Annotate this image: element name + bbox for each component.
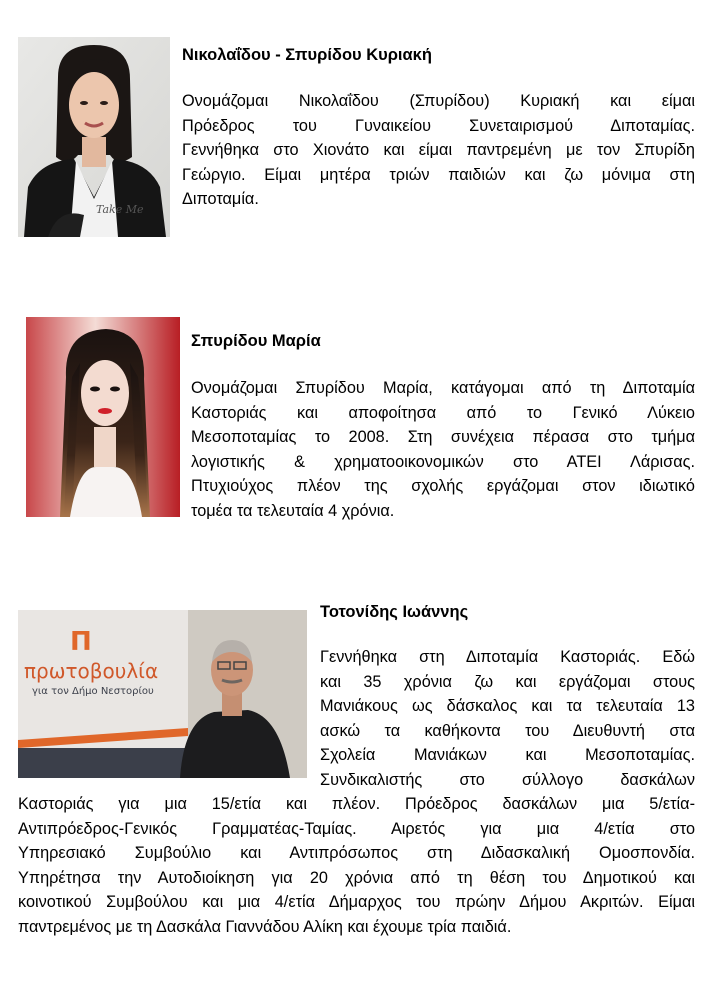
banner-logo: Π xyxy=(70,627,92,657)
bio-line: Γεώργιο. Είμαι μητέρα τριών παιδιών και ζω μόνιμα στη xyxy=(182,165,695,184)
bio-line: Αντιπρόεδρος-Γενικός Γραμματέας-Ταμίας. Αιρετός για μια 4/ετία στο xyxy=(18,819,695,838)
bio-line: Καστοριάς και αποφοίτησα από το Γενικό Λύκειο xyxy=(191,403,695,422)
bio-line: Διποταμία. xyxy=(182,190,259,208)
person-name-spyridou: Σπυρίδου Μαρία xyxy=(191,332,321,350)
bio-line: Ονομάζομαι Νικολαΐδου (Σπυρίδου) Κυριακή και είμαι xyxy=(182,92,695,110)
bio-line: τομέα τα τελευταία 4 χρόνια. xyxy=(191,501,395,520)
bio-line: Γεννήθηκα στη Διποταμία Καστοριάς. Εδώ xyxy=(320,648,695,666)
bio-line: Σχολεία Μανιάκων και Μεσοποταμίας. xyxy=(320,746,695,764)
portrait-photo-totonidis xyxy=(18,610,307,778)
bio-line: Συνδικαλιστής στο σύλλογο δασκάλων xyxy=(320,770,695,789)
bio-line: Υπηρεσιακό Συμβούλιο και Αντιπρόσωπος στη Διδασκαλική Ομοσπονδία. xyxy=(18,844,695,862)
bio-line: Καστοριάς για μια 15/ετία και πλέον. Πρόεδρος δασκάλων μια 5/ετία- xyxy=(18,795,695,813)
portrait-photo-spyridou xyxy=(26,317,180,517)
person-name-nikolaidou: Νικολαΐδου - Σπυρίδου Κυριακή xyxy=(182,46,432,64)
bio-line: Μεσοποταμίας το 2008. Στη συνέχεια πέρασα στο τμήμα xyxy=(191,428,695,446)
shirt-print: Take Me xyxy=(96,203,144,216)
bio-line: Πρόεδρος του Γυναικείου Συνεταιρισμού Διποταμίας. xyxy=(182,116,695,135)
bio-line: Πτυχιούχος πλέον της σχολής εργάζομαι στον ιδιωτικό xyxy=(191,477,695,495)
bio-line: παντρεμένος με τη Δασκάλα Γιαννάδου Αλίκη και έχουμε τρία παιδιά. xyxy=(18,917,512,936)
bio-text-totonidis-full xyxy=(18,792,695,939)
bio-line: Γεννήθηκα στο Χιονάτο και είμαι παντρεμένη με τον Σπυρίδη xyxy=(182,141,695,159)
bio-line: κοινοτικού Συμβούλου και μια 4/ετία Δήμαρχος του πρώην Δήμου Ακριτών. Είμαι xyxy=(18,893,695,911)
bio-line: και 35 χρόνια ζω και εργάζομαι στους xyxy=(320,672,695,691)
banner-title: πρωτοβουλία xyxy=(24,659,159,683)
portrait-photo-nikolaidou xyxy=(18,37,170,237)
bio-line: Μανιάκους ως δάσκαλος και τα τελευταία 13 xyxy=(320,697,695,715)
bio-line: ασκώ τα καθήκοντα του Διευθυντή στα xyxy=(320,721,695,740)
bio-text-totonidis-side xyxy=(320,645,695,792)
person-name-totonidis: Τοτονίδης Ιωάννης xyxy=(320,603,469,621)
bio-line: Υπηρέτησα την Αυτοδιοίκηση για 20 χρόνια από τη θέση του Δημοτικού και xyxy=(18,868,695,887)
bio-line: Ονομάζομαι Σπυρίδου Μαρία, κατάγομαι από τη Διποταμία xyxy=(191,379,695,397)
banner-subtitle: για τον Δήμο Νεστορίου xyxy=(32,686,154,697)
bio-text-spyridou xyxy=(191,376,695,523)
bio-line: λογιστικής & χρηματοοικονομικών στο ΑΤΕΙ Λάρισας. xyxy=(191,452,695,471)
bio-text-nikolaidou xyxy=(182,89,695,212)
